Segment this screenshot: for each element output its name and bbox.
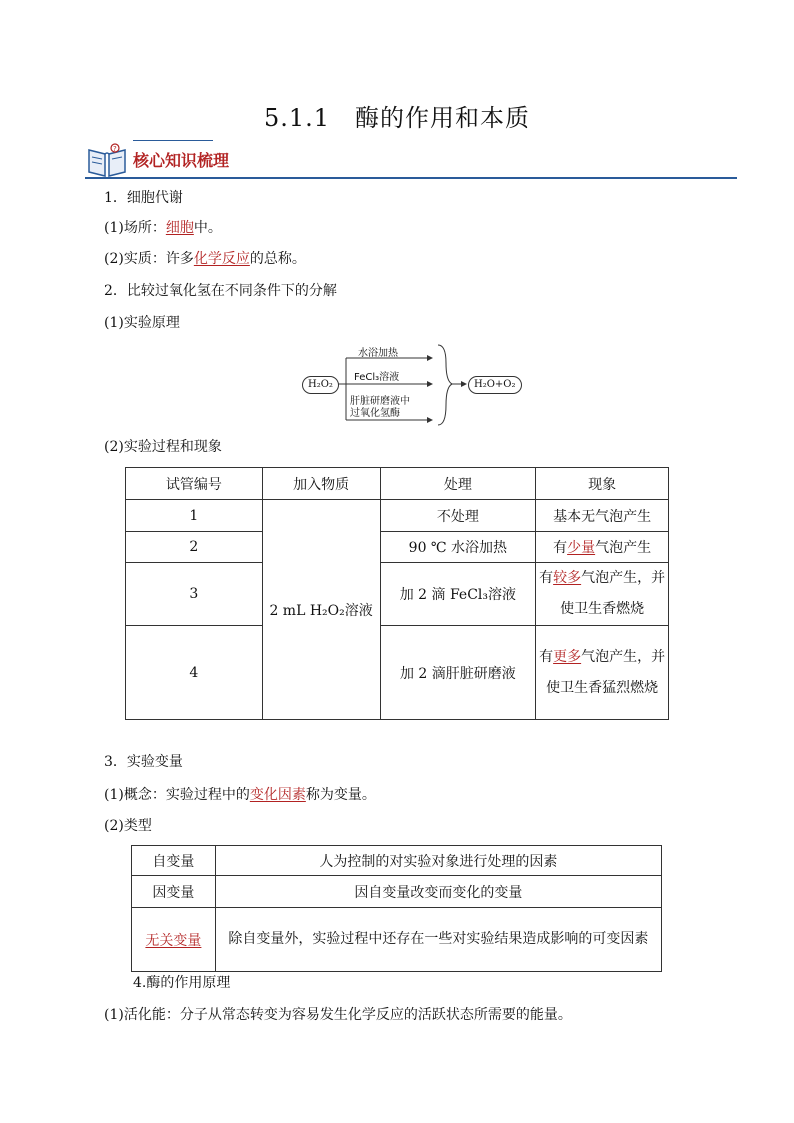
treatment-cell: 不处理 (380, 500, 536, 532)
header-cell: 现象 (536, 468, 669, 500)
variable-name: 自变量 (132, 846, 216, 876)
result-cell: 有较多气泡产生，并使卫生香燃烧 (536, 563, 669, 626)
result-cell: 有更多气泡产生，并使卫生香猛烈燃烧 (536, 626, 669, 720)
reaction-diagram (300, 343, 530, 428)
reactant-box: H₂O₂ (302, 376, 339, 394)
book-icon (85, 142, 129, 178)
tube-id: 3 (126, 563, 263, 626)
treatment-cell: 加 2 滴 FeCl₃溶液 (380, 563, 536, 626)
variable-name: 无关变量 (132, 908, 216, 972)
result-cell: 有少量气泡产生 (536, 532, 669, 563)
table-row (126, 626, 669, 720)
s4-p1: (1)活化能：分子从常态转变为容易发生化学反应的活跃状态所需要的能量。 (104, 1007, 572, 1023)
table-row (126, 532, 669, 563)
product-box: H₂O+O₂ (468, 376, 522, 394)
header-cell: 试管编号 (126, 468, 263, 500)
table-row (132, 876, 662, 908)
header-cell: 处理 (380, 468, 536, 500)
variable-desc: 因自变量改变而变化的变量 (215, 876, 661, 908)
section-header (85, 138, 737, 180)
s1-p1: (1)场所：细胞中。 (104, 220, 222, 236)
page-title: 5.1.1 酶的作用和本质 (263, 104, 531, 132)
s4-heading: 4.酶的作用原理 (133, 975, 231, 991)
variable-desc: 除自变量外，实验过程中还存在一些对实验结果造成影响的可变因素 (215, 908, 661, 972)
cond-liver-1: 肝脏研磨液中 (350, 396, 410, 407)
s1-p2: (2)实质：许多化学反应的总称。 (104, 251, 306, 267)
header-cell: 加入物质 (262, 468, 380, 500)
s2-sub1: (1)实验原理 (104, 315, 180, 331)
treatment-cell: 加 2 滴肝脏研磨液 (380, 626, 536, 720)
variable-name: 因变量 (132, 876, 216, 908)
s3-p1: (1)概念：实验过程中的变化因素称为变量。 (104, 787, 376, 803)
experiment-table (125, 467, 669, 720)
table-row (126, 500, 669, 532)
tube-id: 2 (126, 532, 263, 563)
section-label: 核心知识梳理 (133, 151, 230, 170)
variable-desc: 人为控制的对实验对象进行处理的因素 (215, 846, 661, 876)
s2-sub2: (2)实验过程和现象 (104, 439, 222, 455)
svg-text:?: ? (113, 145, 117, 153)
tube-id: 1 (126, 500, 263, 532)
cond-liver-2: 过氧化氢酶 (350, 408, 400, 419)
s3-p2: (2)类型 (104, 818, 152, 834)
table-row (132, 846, 662, 876)
variable-table (131, 845, 662, 972)
s2-heading: 2．比较过氧化氢在不同条件下的分解 (104, 283, 337, 299)
table-row (126, 563, 669, 626)
treatment-cell: 90 ℃ 水浴加热 (380, 532, 536, 563)
cond-heat: 水浴加热 (358, 348, 398, 359)
substance-cell: 2 mL H₂O₂溶液 (262, 500, 380, 720)
s1-heading: 1．细胞代谢 (104, 190, 183, 206)
result-cell: 基本无气泡产生 (536, 500, 669, 532)
cond-fecl3: FeCl₃溶液 (354, 372, 400, 383)
table-header-row (126, 468, 669, 500)
s3-heading: 3．实验变量 (104, 754, 183, 770)
table-row (132, 908, 662, 972)
tube-id: 4 (126, 626, 263, 720)
